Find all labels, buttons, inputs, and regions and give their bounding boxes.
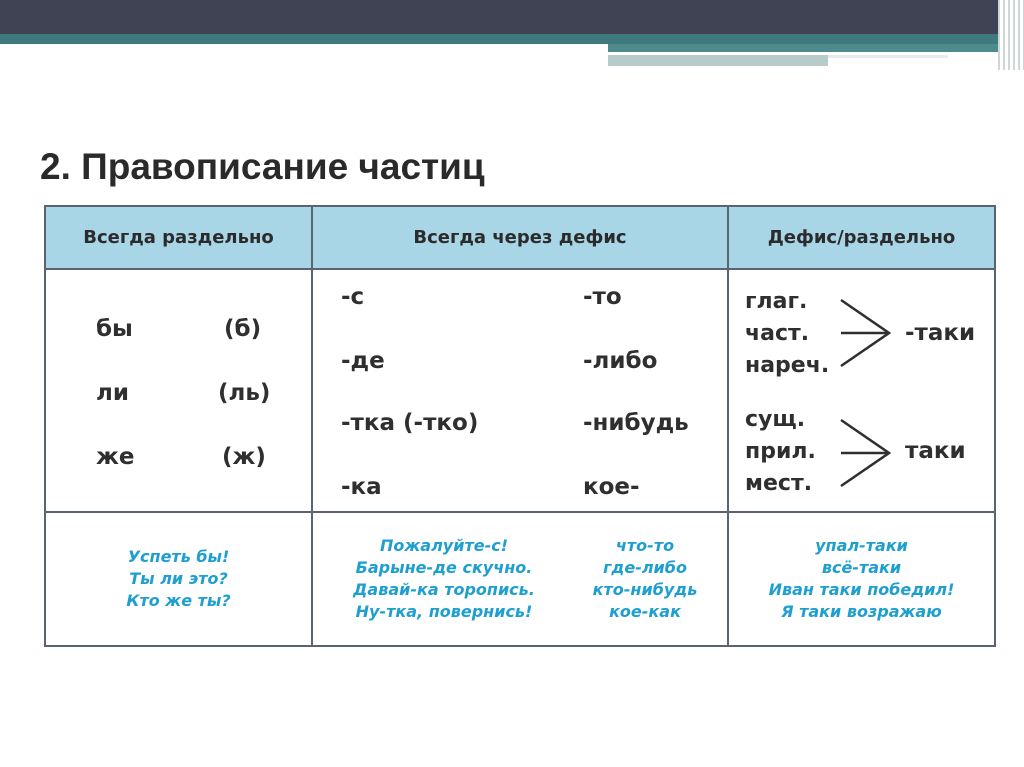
header-always-hyphen: Всегда через дефис — [313, 207, 729, 270]
example-line: Ну-тка, повернись! — [355, 602, 533, 621]
header-band-teal — [0, 34, 1000, 44]
example-line: Кто же ты? — [126, 591, 231, 610]
group2-parts — [745, 404, 816, 500]
particle-zhe-short: (ж) — [222, 444, 266, 470]
header-always-separate: Всегда раздельно — [46, 207, 313, 270]
example-line: Я таки возражаю — [781, 602, 942, 621]
part-verb: глаг. — [745, 289, 808, 314]
particle-ka: -ка — [341, 474, 382, 500]
result-hyphen-taki: -таки — [905, 320, 976, 346]
header-band-light-accent — [608, 55, 828, 66]
header-band-teal-accent — [608, 44, 1000, 52]
part-particle: част. — [745, 321, 810, 346]
result-taki: таки — [905, 438, 966, 464]
col2-particles — [313, 270, 729, 513]
particle-nibud: -нибудь — [583, 410, 689, 436]
group1-parts — [745, 286, 829, 382]
col2-examples-left — [321, 535, 567, 623]
example-line: Ты ли это? — [129, 569, 228, 588]
example-line: Давай-ка торопись. — [353, 580, 535, 599]
example-line: упал-таки — [815, 536, 908, 555]
particle-s: -с — [341, 284, 365, 310]
arrow-right-icon — [837, 414, 897, 492]
particle-libo: -либо — [583, 348, 658, 374]
part-pronoun: мест. — [745, 471, 813, 496]
example-line: Пожалуйте-с! — [379, 536, 508, 555]
particle-by-short: (б) — [224, 316, 262, 342]
particle-de: -де — [341, 348, 385, 374]
example-line: кто-нибудь — [592, 580, 698, 599]
header-band-thin-accent — [828, 55, 948, 58]
header-edge-lines — [998, 0, 1024, 70]
col2-examples-right — [575, 535, 715, 623]
col1-examples — [46, 513, 313, 645]
particle-to: -то — [583, 284, 622, 310]
particle-koe: кое- — [583, 474, 640, 500]
arrow-right-icon — [837, 294, 897, 372]
particles-table — [44, 205, 996, 647]
particle-li-short: (ль) — [218, 380, 271, 406]
particle-zhe: же — [96, 444, 135, 470]
example-line: где-либо — [603, 558, 687, 577]
example-line: Успеть бы! — [127, 547, 230, 566]
particle-tka: -тка (-тко) — [341, 410, 479, 436]
slide-title: 2. Правописание частиц — [40, 146, 485, 187]
col3-examples — [729, 513, 994, 645]
part-adverb: нареч. — [745, 353, 830, 378]
example-line: что-то — [615, 536, 675, 555]
example-line: Иван таки победил! — [768, 580, 955, 599]
example-line: всё-таки — [821, 558, 902, 577]
particle-by: бы — [96, 316, 133, 342]
header-band-dark — [0, 0, 1000, 34]
col2-examples — [313, 513, 729, 645]
part-noun: сущ. — [745, 407, 806, 432]
header-hyphen-or-separate: Дефис/раздельно — [729, 207, 994, 270]
example-line: кое-как — [609, 602, 681, 621]
particle-li: ли — [96, 380, 129, 406]
example-line: Барыне-де скучно. — [355, 558, 533, 577]
col3-particles — [729, 270, 994, 513]
part-adjective: прил. — [745, 439, 816, 464]
col1-particles — [46, 270, 313, 513]
